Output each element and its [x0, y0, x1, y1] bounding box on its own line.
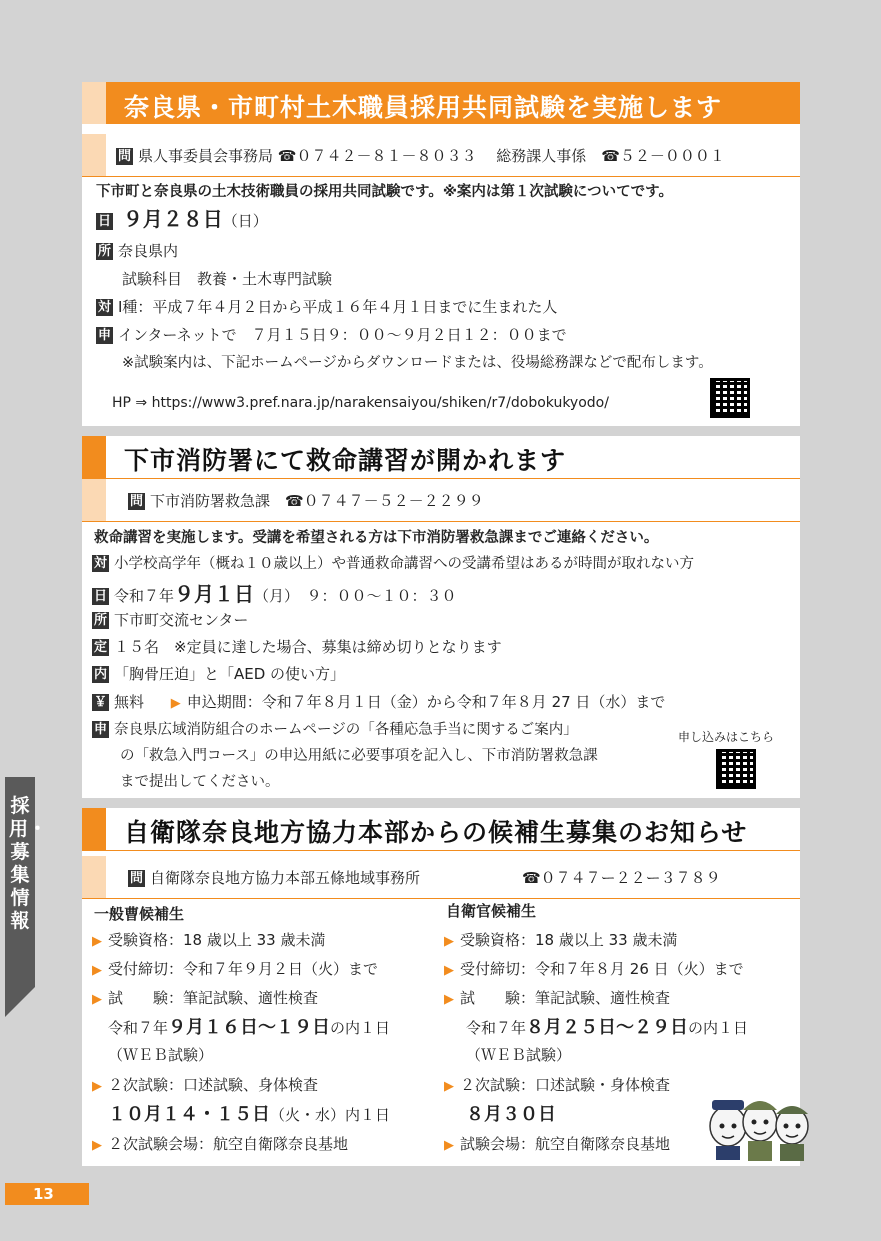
section-sdf-recruit: 自衛隊奈良地方協力本部からの候補生募集のお知らせ 問 自衛隊奈良地方協力本部五條地域事務所 ☎０７４７ー２２ー３７８９ 一般曹候補生 ▶ 受験資格：18 歳以上 33 歳未満 ▶ 受付締切：令和７年９月２日（火）まで ▶ 試 験：筆記試験、適性検査 令和７年９月１６日～１９日の内１日 （ＷＥＢ試験） ▶ ２次試験：口述試験、身体検査 １０月１４・１５日（火・水）内１日 ▶ ２次試験会場：航空自衛隊奈良基地 自衛官候補生 ▶ 受験資格：18 歳以上 33 歳未満 ▶ 受付締切：令和７年８月 26 日（火）まで ▶ 試 験：筆記試験、適性検査 令和７年８月２５日～２９日の内１日 （ＷＥＢ試験） ▶ ２次試験：口述試験・身体検査 ８月３０日 ▶ 試験会場：航空自衛隊奈良基地 — [82, 808, 800, 1166]
subjects-row: 試験科目 教養・土木専門試験 — [122, 270, 333, 288]
contact-text: 県人事委員会事務局 ☎０７４２－８１－８０３３ 総務課人事係 ☎５２－０００１ — [138, 147, 725, 165]
section-lifesaving: 下市消防署にて救命講習が開かれます 問 下市消防署救急課 ☎０７４７－５２－２２９９ 救命講習を実施します。受講を希望される方は下市消防署救急課までご連絡ください。 対 小学校高学年（概ね１０歳以上）や普通救命講習への受講希望はあるが時間が取れない方 日 令和７年９月１日（月） ９：００～１０：３０ 所 下市町交流センター 定 １５名 ※定員に達した場合、募集は締め切りとなります 内 「胸骨圧迫」と「AED の使い方」 ￥ 無料 ▶ 申込期間：令和７年８月１日（金）から令和７年８月 27 日（水）まで 申 奈良県広域消防組合のホームページの「各種応急手当に関するご案内」 の「救急入門コース」の申込用紙に必要事項を記入し、下市消防署救急課 まで提出してください。 申し込みはこちら — [82, 436, 800, 798]
triangle-icon: ▶ — [92, 934, 102, 949]
fee-row: ￥ 無料 ▶ 申込期間：令和７年８月１日（金）から令和７年８月 27 日（水）まで — [93, 693, 666, 711]
target-row: 対 小学校高学年（概ね１０歳以上）や普通救命講習への受講希望はあるが時間が取れない方 — [93, 556, 694, 572]
content-row: 内 「胸骨圧迫」と「AED の使い方」 — [93, 665, 346, 683]
section-header — [82, 82, 800, 124]
inquiry-badge: 問 — [129, 871, 143, 886]
contact-row — [82, 856, 800, 899]
intro-text: 救命講習を実施します。受講を希望される方は下市消防署救急課までご連絡ください。 — [94, 530, 659, 546]
column-heading: 自衛官候補生 — [446, 902, 537, 920]
category-label: 採用・募集情報 — [9, 795, 48, 932]
section-title: 下市消防署にて救命講習が開かれます — [124, 446, 567, 475]
contact-org: 自衛隊奈良地方協力本部五條地域事務所 — [150, 869, 421, 887]
section-title: 自衛隊奈良地方協力本部からの候補生募集のお知らせ — [124, 818, 748, 847]
section-header — [82, 436, 800, 479]
apply-row: 申 インターネットで ７月１５日９：００～９月２日１２：００まで — [97, 326, 567, 344]
triangle-icon: ▶ — [92, 1138, 102, 1153]
place-row: 所 下市町交流センター — [93, 611, 249, 629]
inquiry-badge: 問 — [129, 494, 143, 509]
triangle-icon: ▶ — [444, 963, 454, 978]
apply-row: 申 奈良県広域消防組合のホームページの「各種応急手当に関するご案内」 — [93, 722, 578, 738]
section-header — [82, 808, 800, 851]
triangle-icon: ▶ — [444, 1138, 454, 1153]
capacity-row: 定 １５名 ※定員に達した場合、募集は締め切りとなります — [93, 638, 502, 656]
triangle-icon: ▶ — [444, 934, 454, 949]
triangle-icon: ▶ — [170, 696, 181, 711]
mascot-icon — [743, 1101, 777, 1161]
inquiry-badge: 問 — [117, 149, 131, 164]
mascot-illustration — [706, 1084, 810, 1164]
qr-label: 申し込みはこちら — [678, 730, 775, 744]
contact-row — [82, 479, 800, 522]
course-date: ９月１日 — [174, 582, 255, 606]
section-civil-exam — [82, 82, 800, 426]
mascot-icon — [776, 1106, 808, 1161]
column-heading: 一般曹候補生 — [94, 905, 185, 923]
section-title: 奈良県・市町村土木職員採用共同試験を実施します — [124, 93, 723, 122]
triangle-icon: ▶ — [444, 1079, 454, 1094]
exam-date: ９月２８日 — [122, 207, 223, 231]
place-row: 所 奈良県内 — [97, 242, 179, 260]
triangle-icon: ▶ — [92, 992, 102, 1007]
category-side-tab — [5, 777, 48, 987]
date-row: 日 令和７年９月１日（月） ９：００～１０：３０ — [93, 582, 457, 606]
contact-text: 下市消防署救急課 ☎０７４７－５２－２２９９ — [150, 492, 484, 510]
homepage-link[interactable]: HP ⇒ https://www3.pref.nara.jp/narakensaiyou/shiken/r7/dobokukyodo/ — [112, 395, 609, 411]
page-number: 13 — [5, 1183, 89, 1205]
target-row: 対 Ⅰ種：平成７年４月２日から平成１６年４月１日までに生まれた人 — [97, 298, 558, 316]
triangle-icon: ▶ — [444, 992, 454, 1007]
triangle-icon: ▶ — [92, 1079, 102, 1094]
contact-row — [82, 134, 800, 177]
contact-tel: ☎０７４７ー２２ー３７８９ — [522, 869, 721, 887]
intro-text: 下市町と奈良県の土木技術職員の採用共同試験です。※案内は第１次試験についてです。 — [96, 184, 673, 200]
note-row: ※試験案内は、下記ホームページからダウンロードまたは、役場総務課などで配布します。 — [122, 355, 713, 371]
date-row: 日 ９月２８日（日） — [97, 207, 268, 231]
triangle-icon: ▶ — [92, 963, 102, 978]
qr-code[interactable] — [716, 749, 756, 789]
qr-code[interactable] — [710, 378, 750, 418]
mascot-icon — [710, 1100, 746, 1160]
